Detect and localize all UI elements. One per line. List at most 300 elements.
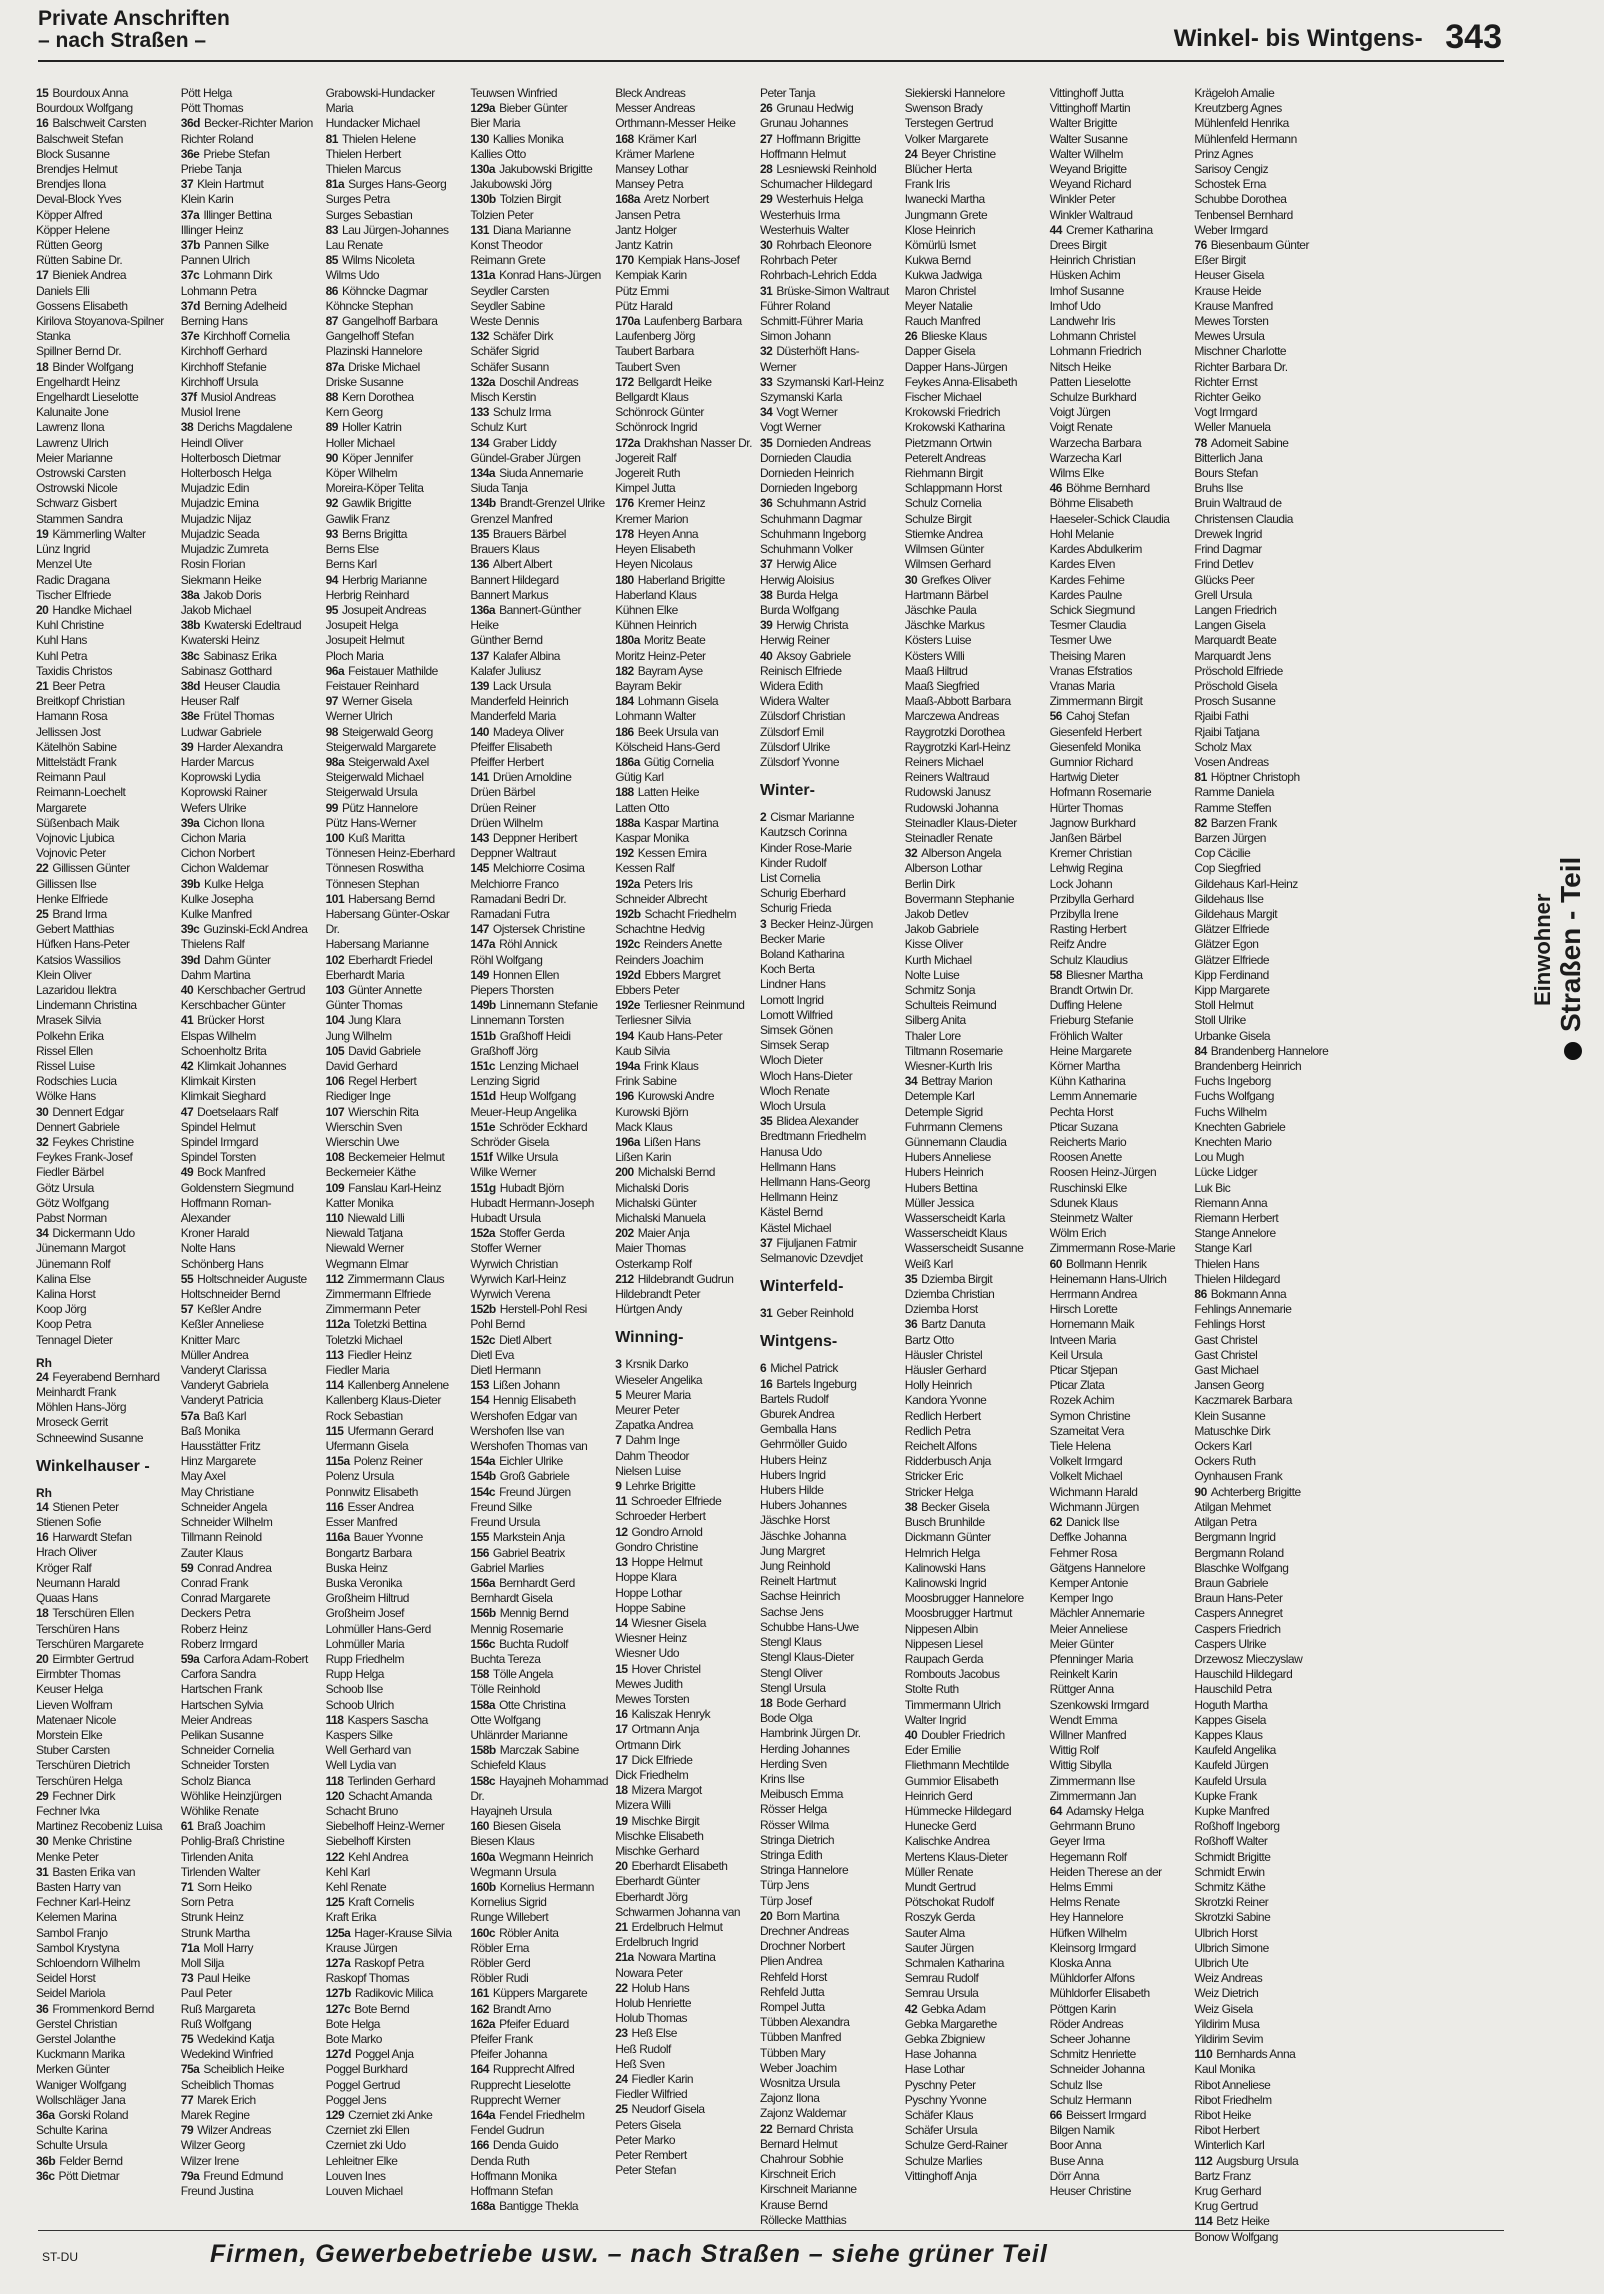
- resident-entry: [470, 512, 609, 527]
- resident-entry: [760, 664, 899, 679]
- resident-entry: [760, 1742, 899, 1757]
- resident-entry: [326, 1652, 465, 1667]
- resident-entry: [181, 344, 320, 359]
- resident-name: Mujadzic Emina: [180, 496, 259, 511]
- resident-name: Kalina Else: [36, 1271, 91, 1286]
- resident-name: Dietl Eva: [470, 1347, 514, 1362]
- resident-entry: [905, 2138, 1044, 2153]
- resident-entry: [36, 725, 175, 740]
- resident-entry: [615, 1388, 754, 1403]
- resident-entry: [1050, 1926, 1189, 1941]
- house-number: 34: [904, 1074, 918, 1089]
- resident-name: Born Martina: [776, 1908, 840, 1923]
- resident-entry: [470, 1211, 609, 1226]
- resident-name: Kraft Cornelis: [348, 1895, 414, 1910]
- resident-name: Berns Brigitta: [341, 526, 407, 541]
- house-number: 93: [325, 526, 338, 541]
- resident-entry: [1050, 2138, 1189, 2153]
- resident-entry: [1050, 1424, 1189, 1439]
- resident-entry: [36, 603, 175, 618]
- resident-entry: [760, 573, 899, 588]
- resident-entry: [181, 1439, 320, 1454]
- house-number: 37b: [180, 238, 200, 253]
- resident-entry: [1194, 1515, 1333, 1530]
- resident-name: Blaschke Wolfgang: [1194, 1560, 1289, 1575]
- house-number: 96a: [325, 663, 345, 678]
- resident-entry: [326, 1774, 465, 1789]
- house-number: 30: [760, 238, 773, 253]
- resident-name: Walter Wilhelm: [1049, 146, 1123, 161]
- resident-entry: [470, 1910, 609, 1925]
- resident-entry: [615, 998, 754, 1013]
- resident-entry: [181, 1789, 320, 1804]
- resident-name: Ribot Herbert: [1194, 2123, 1260, 2138]
- resident-entry: [760, 375, 899, 390]
- section-title: [38, 8, 230, 52]
- resident-name: Drechner Andreas: [760, 1923, 849, 1938]
- resident-entry: [1050, 1454, 1189, 1469]
- resident-entry: [36, 1317, 175, 1332]
- resident-entry: [905, 861, 1044, 876]
- resident-entry: [1050, 953, 1189, 968]
- resident-entry: [905, 1515, 1044, 1530]
- resident-entry: [470, 679, 609, 694]
- resident-name: Roßhoff Walter: [1194, 1834, 1268, 1849]
- resident-entry: [1194, 192, 1333, 207]
- page-header: [0, 0, 1604, 80]
- resident-name: Steigerwald Ursula: [325, 785, 418, 800]
- house-number: 29: [760, 192, 773, 207]
- resident-entry: [181, 1986, 320, 2001]
- resident-entry: [615, 1616, 754, 1631]
- resident-entry: [1194, 1059, 1333, 1074]
- resident-name: Schiefeld Klaus: [470, 1758, 546, 1773]
- resident-name: Gorski Roland: [58, 2108, 129, 2122]
- resident-name: List Cornelia: [760, 870, 821, 885]
- resident-name: Spindel Irmgard: [180, 1135, 259, 1150]
- resident-name: Holtschneider Auguste: [197, 1271, 307, 1286]
- resident-name: Kroner Harald: [180, 1226, 249, 1241]
- resident-name: Regel Herbert: [348, 1074, 417, 1089]
- resident-name: Wendt Emma: [1049, 1712, 1118, 1727]
- house-number: 62: [1049, 1515, 1062, 1530]
- resident-entry: [615, 1570, 754, 1585]
- resident-name: Gätgens Hannelore: [1049, 1560, 1146, 1575]
- resident-entry: [1194, 238, 1333, 253]
- resident-entry: [1050, 1698, 1189, 1713]
- resident-name: Koop Petra: [36, 1317, 92, 1332]
- house-number: 154b: [470, 1469, 496, 1484]
- resident-name: Prinz Agnes: [1194, 146, 1253, 161]
- resident-name: Skrotzki Reiner: [1194, 1895, 1269, 1910]
- resident-entry: [905, 1895, 1044, 1910]
- resident-name: Hover Christel: [631, 1661, 701, 1676]
- resident-name: Surges Sebastian: [325, 207, 413, 222]
- resident-entry: [1194, 1941, 1333, 1956]
- resident-name: Scheiblich Thomas: [180, 2077, 274, 2092]
- resident-name: Reinkelt Karin: [1049, 1667, 1118, 1682]
- resident-entry: [181, 1546, 320, 1561]
- resident-name: Eberhardt Elisabeth: [631, 1859, 728, 1874]
- resident-entry: [36, 542, 175, 557]
- resident-entry: [760, 2182, 899, 2197]
- resident-name: Fehlings Horst: [1194, 1317, 1265, 1332]
- resident-name: Bartz Otto: [904, 1332, 954, 1347]
- house-number: 149: [470, 967, 489, 982]
- resident-name: Kerschbacher Gertrud: [197, 982, 306, 997]
- resident-name: Kessen Emira: [637, 846, 707, 861]
- resident-entry: [326, 785, 465, 800]
- resident-name: Stoffer Werner: [470, 1241, 541, 1256]
- house-number: 11: [615, 1494, 627, 1509]
- resident-name: Semrau Ursula: [904, 1986, 979, 2001]
- resident-name: Ortmann Dirk: [615, 1737, 681, 1752]
- resident-name: Imhof Udo: [1049, 298, 1101, 313]
- resident-entry: [905, 1378, 1044, 1393]
- resident-entry: [36, 649, 175, 664]
- resident-entry: [905, 679, 1044, 694]
- resident-name: Kuß Maritta: [348, 830, 405, 845]
- resident-entry: [615, 192, 754, 207]
- resident-name: Adamsky Helga: [1065, 1803, 1144, 1818]
- resident-name: Esser Manfred: [325, 1515, 398, 1530]
- resident-entry: [760, 993, 899, 1008]
- resident-name: Röbler Erna: [470, 1940, 529, 1955]
- house-number: 36b: [36, 2153, 56, 2168]
- resident-entry: [1194, 116, 1333, 131]
- resident-name: Hase Lothar: [904, 2062, 965, 2077]
- resident-entry: [36, 299, 175, 314]
- resident-entry: [36, 1415, 175, 1430]
- resident-entry: [905, 390, 1044, 405]
- resident-name: Cahoj Stefan: [1065, 709, 1130, 724]
- resident-entry: [1194, 694, 1333, 709]
- resident-entry: [326, 557, 465, 572]
- resident-entry: [905, 1409, 1044, 1424]
- resident-name: Surges Petra: [325, 192, 390, 207]
- directory-column: [1194, 86, 1333, 2245]
- resident-name: Cop Cäcilie: [1194, 846, 1251, 861]
- resident-name: Zimmermann Rose-Marie: [1049, 1241, 1176, 1256]
- resident-entry: [1050, 1728, 1189, 1743]
- resident-entry: [470, 709, 609, 724]
- resident-name: Rompel Jutta: [760, 1999, 825, 2014]
- resident-entry: [181, 1880, 320, 1895]
- resident-entry: [905, 603, 1044, 618]
- resident-entry: [326, 223, 465, 238]
- resident-entry: [181, 618, 320, 633]
- resident-name: Bitterlich Jana: [1194, 450, 1263, 465]
- resident-entry: [1194, 1500, 1333, 1515]
- resident-name: Nowara Peter: [615, 1965, 683, 1980]
- resident-name: Marek Erich: [197, 2092, 256, 2107]
- house-number: 44: [1049, 222, 1062, 237]
- house-number: 118: [325, 1773, 344, 1788]
- resident-entry: [905, 542, 1044, 557]
- resident-entry: [36, 1150, 175, 1165]
- resident-name: Reinders Anette: [643, 937, 722, 952]
- resident-name: Buchta Tereza: [470, 1651, 541, 1666]
- resident-entry: [1050, 527, 1189, 542]
- resident-entry: [615, 725, 754, 740]
- resident-name: Czerniet zki Anke: [348, 2108, 433, 2123]
- resident-name: Felder Bernd: [59, 2153, 123, 2168]
- house-number: 109: [325, 1180, 345, 1195]
- resident-entry: [326, 132, 465, 147]
- resident-entry: [181, 1637, 320, 1652]
- resident-name: Nippesen Liesel: [904, 1636, 983, 1651]
- resident-entry: [326, 1667, 465, 1682]
- house-number: 32: [36, 1135, 49, 1150]
- resident-entry: [615, 1981, 754, 1996]
- resident-name: Piepers Thorsten: [470, 982, 554, 997]
- resident-entry: [1050, 192, 1189, 207]
- resident-name: Jansen Georg: [1194, 1378, 1264, 1393]
- resident-name: Voigt Jürgen: [1049, 405, 1111, 420]
- resident-name: Gerstel Jolanthe: [36, 2031, 116, 2046]
- resident-entry: [1194, 1333, 1333, 1348]
- resident-name: Buchta Rudolf: [499, 1636, 568, 1651]
- resident-name: Siuda Tanja: [470, 481, 528, 496]
- resident-entry: [1194, 573, 1333, 588]
- resident-entry: [615, 1540, 754, 1555]
- resident-entry: [470, 1257, 609, 1272]
- resident-name: Kisse Oliver: [904, 937, 963, 952]
- resident-entry: [36, 1545, 175, 1560]
- resident-entry: [181, 1424, 320, 1439]
- resident-name: Buse Anna: [1049, 2153, 1104, 2168]
- resident-name: Ulbrich Simone: [1194, 1940, 1269, 1955]
- resident-name: Spillner Bernd Dr.: [36, 344, 122, 359]
- resident-entry: [326, 1393, 465, 1408]
- resident-name: Köhncke Stephan: [325, 298, 413, 313]
- resident-entry: [36, 1652, 175, 1667]
- house-number: 18: [760, 1695, 773, 1710]
- resident-name: Keuser Helga: [36, 1682, 103, 1697]
- resident-name: Wöhlike Renate: [180, 1803, 259, 1818]
- resident-name: Steigerwald Michael: [325, 770, 424, 785]
- resident-name: Kern Georg: [325, 405, 383, 420]
- resident-name: Uhlänrder Marianne: [470, 1727, 568, 1742]
- resident-name: Feyerabend Bernhard: [52, 1369, 160, 1384]
- resident-entry: [1050, 1029, 1189, 1044]
- house-number: 154: [470, 1393, 489, 1408]
- resident-entry: [615, 1464, 754, 1479]
- house-number: 113: [325, 1347, 344, 1362]
- resident-entry: [36, 1500, 175, 1515]
- resident-name: Stolte Ruth: [904, 1682, 959, 1697]
- resident-name: Hubers Hilde: [760, 1483, 824, 1498]
- resident-entry: [36, 2093, 175, 2108]
- resident-entry: [1050, 1272, 1189, 1287]
- resident-name: Grefkes Oliver: [921, 572, 991, 587]
- resident-entry: [615, 633, 754, 648]
- resident-entry: [36, 132, 175, 147]
- house-number: 36d: [180, 116, 200, 131]
- resident-entry: [615, 238, 754, 253]
- house-number: 129a: [470, 101, 496, 116]
- resident-entry: [905, 329, 1044, 344]
- resident-entry: [760, 2106, 899, 2121]
- resident-name: Heindl Oliver: [180, 435, 243, 450]
- resident-entry: [470, 192, 609, 207]
- resident-name: Mewes Ursula: [1194, 329, 1265, 344]
- house-number: 16: [760, 1376, 773, 1391]
- resident-name: Kalafer Juliusz: [470, 663, 541, 678]
- resident-entry: [1050, 1774, 1189, 1789]
- resident-entry: [326, 375, 465, 390]
- resident-name: Widera Walter: [760, 694, 830, 709]
- resident-name: Jakob Gabriele: [904, 922, 979, 937]
- resident-entry: [1050, 2093, 1189, 2108]
- resident-entry: [470, 1865, 609, 1880]
- resident-name: Lohmann Dirk: [203, 268, 273, 283]
- resident-name: Drakhshan Nasser Dr.: [643, 435, 752, 450]
- resident-name: Mizera Margot: [631, 1783, 702, 1798]
- resident-name: Thaler Lore: [904, 1028, 961, 1043]
- resident-name: Lohmann Walter: [615, 709, 696, 724]
- house-number: 46: [1049, 481, 1062, 496]
- resident-name: Blidea Alexander: [776, 1114, 859, 1129]
- resident-entry: [1194, 1013, 1333, 1028]
- resident-name: Eßer Birgit: [1194, 253, 1246, 268]
- resident-entry: [615, 709, 754, 724]
- resident-entry: [181, 937, 320, 952]
- resident-name: Kaufeld Jürgen: [1194, 1758, 1269, 1773]
- resident-name: Stienen Peter: [52, 1499, 119, 1514]
- resident-entry: [36, 527, 175, 542]
- house-number: 37: [760, 557, 773, 572]
- resident-name: Kardes Abdulkerim: [1049, 542, 1142, 557]
- resident-entry: [615, 527, 754, 542]
- resident-name: Maier Thomas: [615, 1241, 686, 1256]
- resident-name: Tennagel Dieter: [36, 1332, 113, 1347]
- resident-name: Bernhardt Gisela: [470, 1591, 553, 1606]
- resident-entry: [326, 877, 465, 892]
- resident-entry: [615, 861, 754, 876]
- resident-entry: [615, 1753, 754, 1768]
- resident-name: Krins Ilse: [760, 1771, 805, 1786]
- resident-entry: [470, 1804, 609, 1819]
- resident-name: Schmidt Erwin: [1194, 1864, 1265, 1879]
- resident-name: Deval-Block Yves: [36, 192, 122, 207]
- resident-name: Thielens Ralf: [180, 937, 245, 952]
- resident-name: Mewes Torsten: [615, 1691, 690, 1706]
- resident-name: Eberhardt Günter: [615, 1874, 700, 1889]
- house-number: 36a: [36, 2108, 55, 2122]
- resident-name: Türp Jens: [760, 1878, 809, 1893]
- resident-entry: [181, 1652, 320, 1667]
- resident-entry: [1194, 1029, 1333, 1044]
- resident-name: Klimkait Kirsten: [180, 1074, 256, 1089]
- house-number: 36: [36, 2001, 49, 2016]
- house-number: 151c: [470, 1059, 496, 1073]
- resident-entry: [1194, 785, 1333, 800]
- edition-code: ST-DU: [42, 2250, 78, 2264]
- resident-name: Lohmüller Hans-Gerd: [325, 1621, 431, 1636]
- resident-name: Hamann Rosa: [36, 709, 108, 724]
- resident-entry: [760, 451, 899, 466]
- resident-name: Czerniet zki Ellen: [325, 2123, 410, 2138]
- resident-entry: [760, 1008, 899, 1023]
- house-number: 134a: [470, 466, 496, 481]
- resident-entry: [615, 1509, 754, 1524]
- resident-entry: [181, 725, 320, 740]
- resident-name: Sorn Heiko: [197, 1879, 252, 1894]
- resident-entry: [1194, 1257, 1333, 1272]
- house-number: 130: [470, 131, 489, 146]
- resident-name: Cichon Ilona: [203, 815, 265, 830]
- resident-name: Fechner Dirk: [52, 1788, 116, 1803]
- resident-entry: [181, 1713, 320, 1728]
- resident-name: Dahm Martina: [180, 967, 251, 982]
- resident-entry: [905, 162, 1044, 177]
- resident-name: Zauter Klaus: [180, 1545, 243, 1560]
- resident-name: Heinemann Hans-Ulrich: [1049, 1271, 1167, 1286]
- resident-entry: [760, 1422, 899, 1437]
- resident-entry: [181, 2184, 320, 2199]
- resident-entry: [1050, 725, 1189, 740]
- resident-name: Well Gerhard van: [325, 1743, 411, 1758]
- house-number: 186: [615, 724, 634, 739]
- resident-name: Eder Emilie: [904, 1743, 961, 1758]
- resident-name: Binder Wolfgang: [52, 359, 134, 374]
- resident-name: Jung Wilhelm: [325, 1028, 392, 1043]
- house-number: 200: [615, 1165, 634, 1180]
- resident-name: Kwaterski Heinz: [180, 633, 260, 648]
- resident-name: Dornieden Ingeborg: [760, 481, 858, 496]
- resident-entry: [470, 831, 609, 846]
- resident-name: Schurig Frieda: [760, 901, 832, 916]
- resident-entry: [326, 1074, 465, 1089]
- resident-name: Weller Manuela: [1194, 420, 1271, 435]
- resident-name: Ojstersek Christine: [492, 922, 585, 937]
- resident-entry: [1194, 1834, 1333, 1849]
- resident-entry: [615, 390, 754, 405]
- resident-entry: [1194, 1378, 1333, 1393]
- house-number: 192a: [615, 876, 640, 891]
- resident-entry: [470, 1652, 609, 1667]
- resident-entry: [760, 2213, 899, 2228]
- resident-name: Ruß Margareta: [180, 2001, 255, 2016]
- resident-entry: [1050, 1363, 1189, 1378]
- house-number: 147a: [470, 937, 496, 952]
- resident-entry: [760, 1863, 899, 1878]
- resident-name: Schäfer Klaus: [904, 2108, 974, 2123]
- resident-name: Glätzer Elfriede: [1194, 922, 1270, 937]
- resident-entry: [905, 1454, 1044, 1469]
- resident-name: Bode Gerhard: [776, 1695, 846, 1710]
- resident-name: Ramadani Bedri Dr.: [470, 891, 567, 906]
- resident-name: Hegemann Rolf: [1049, 1849, 1127, 1864]
- resident-name: Vogt Irmgard: [1194, 405, 1258, 420]
- resident-name: Kuhl Petra: [36, 648, 88, 663]
- resident-entry: [470, 785, 609, 800]
- resident-name: Bayram Ayse: [637, 663, 703, 678]
- house-number: 32: [760, 344, 773, 359]
- resident-entry: [905, 1546, 1044, 1561]
- resident-name: Berns Karl: [325, 557, 377, 572]
- resident-name: Danick Ilse: [1065, 1515, 1120, 1530]
- resident-entry: [36, 1698, 175, 1713]
- resident-entry: [181, 512, 320, 527]
- resident-name: Schröder Gisela: [470, 1135, 549, 1150]
- resident-name: Krämer Marlene: [615, 146, 695, 161]
- resident-entry: [181, 922, 320, 937]
- resident-entry: [1050, 1561, 1189, 1576]
- resident-entry: [181, 1029, 320, 1044]
- street-range: Winkel- bis Wintgens-: [1173, 25, 1423, 52]
